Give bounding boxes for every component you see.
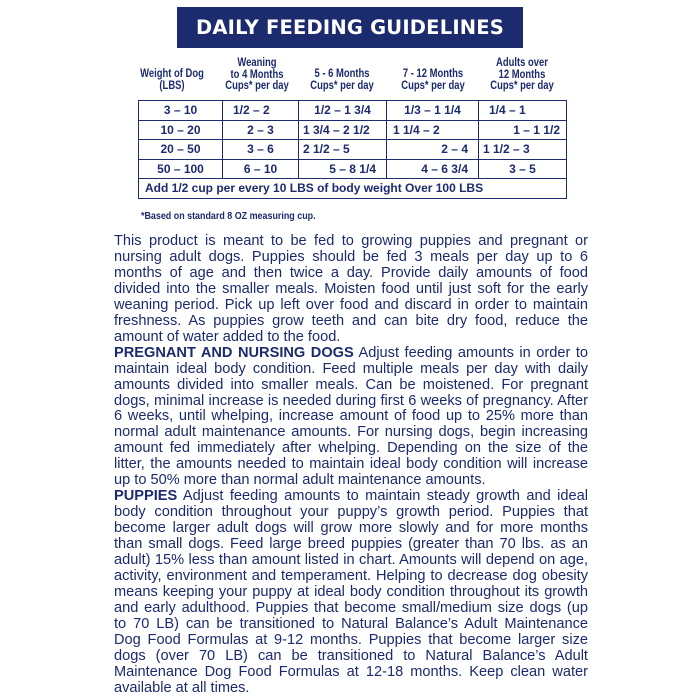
table-cell: 3 – 5	[479, 159, 567, 179]
table-cell: 10 – 20	[139, 120, 223, 140]
table-cell: 1 – 1 1/2	[479, 120, 567, 140]
feeding-instructions	[114, 234, 588, 697]
table-cell: 2 1/2 – 5	[299, 140, 387, 160]
table-row	[139, 179, 567, 199]
pregnant-paragraph	[114, 346, 588, 490]
header-adults	[486, 58, 558, 93]
header-5-6-months	[306, 69, 378, 92]
table-cell: 20 – 50	[139, 140, 223, 160]
puppies-heading: PUPPIES	[114, 488, 178, 505]
table-row	[139, 159, 567, 179]
intro-paragraph: This product is meant to be fed to growing puppies and pregnant or nursing adult dogs. Puppies should be fed 3 meals per day up to 6 months of age and then twice a day. Provide daily amounts of food divided into the smaller meals. Moisten food until just soft for the early weaning period. Pick up left over food and discard in order to maintain freshness. As puppies grow teeth and can bite dry food, reduce the amount of water added to the food.	[114, 233, 588, 345]
header-7-12-months	[396, 69, 470, 92]
table-cell: 4 – 6 3/4	[387, 159, 479, 179]
header-line: 7 - 12 Months	[402, 68, 464, 80]
header-line: Adults over	[496, 57, 548, 69]
puppies-paragraph	[114, 489, 588, 696]
table-cell: 1 3/4 – 2 1/2	[299, 120, 387, 140]
table-cell: 2 – 4	[387, 140, 479, 160]
table-cell: 2 – 3	[223, 120, 299, 140]
header-weaning	[223, 58, 292, 93]
table-cell: 1 1/2 – 3	[479, 140, 567, 160]
table-cell: 3 – 6	[223, 140, 299, 160]
page-title: DAILY FEEDING GUIDELINES	[177, 7, 523, 48]
header-line: 5 - 6 Months	[314, 68, 370, 80]
feeding-table	[138, 100, 567, 199]
pregnant-text: Adjust feeding amounts in order to maintain ideal body condition. Feed multiple meals per day with daily amounts divided into smaller meals. Can be moistened. For pregnant dogs, minimal increase is needed during first 6 weeks of pregnancy. After 6 weeks, until whelping, increase amount of food up to 25% more than normal adult maintenance amounts. For nursing dogs, begin increasing amount fed immediately after whelping. Depending on the size of the litter, the amounts needed to maintain ideal body condition will increase up to 50% more than normal adult maintenance amounts.	[114, 344, 588, 489]
header-line: Weight of Dog	[140, 68, 204, 80]
table-cell: 50 – 100	[139, 159, 223, 179]
table-row	[139, 140, 567, 160]
header-line: Cups* per day	[225, 80, 289, 92]
header-line: Cups* per day	[401, 79, 465, 92]
table-cell: 1/3 – 1 1/4	[387, 101, 479, 121]
table-cell: 1/2 – 1 3/4	[299, 101, 387, 121]
footnote: *Based on standard 8 OZ measuring cup.	[141, 210, 316, 222]
table-cell: 5 – 8 1/4	[299, 159, 387, 179]
table-cell: 6 – 10	[223, 159, 299, 179]
table-row	[139, 120, 567, 140]
header-weight	[138, 69, 207, 92]
table-row	[139, 101, 567, 121]
pregnant-heading: PREGNANT AND NURSING DOGS	[114, 344, 354, 361]
table-note-row: Add 1/2 cup per every 10 LBS of body weight Over 100 LBS	[139, 179, 567, 199]
table-cell: 1 1/4 – 2	[387, 120, 479, 140]
header-line: Cups* per day	[490, 80, 554, 92]
puppies-text: Adjust feeding amounts to maintain steady growth and ideal body condition throughout your puppy’s growth period. Puppies that become larger adult dogs will grow more slowly and for more months than small dogs. Feed large breed puppies (greater than 70 lbs. as an adult) 15% less than amount listed in chart. Amounts will depend on age, activity, environment and temperament. Helping to decrease dog obesity means keeping your puppy at ideal body condition throughout its growth and early adulthood. Puppies that become small/medium size dogs (up to 70 LB) can be transitioned to Natural Balance’s Adult Maintenance Dog Food Formulas at 9-12 months. Puppies that become larger size dogs (over 70 LB) can be transitioned to Natural Balance’s Adult Maintenance Dog Food Formulas at 12-18 months. Keep clean water available at all times.	[114, 488, 588, 696]
table-cell: 1/2 – 2	[223, 101, 299, 121]
table-cell: 1/4 – 1	[479, 101, 567, 121]
table-cell: 3 – 10	[139, 101, 223, 121]
header-line: 12 Months	[498, 68, 546, 81]
header-line: Weaning	[237, 57, 277, 69]
header-line: (LBS)	[159, 79, 185, 92]
header-line: Cups* per day	[310, 79, 374, 92]
header-line: to 4 Months	[230, 68, 284, 81]
